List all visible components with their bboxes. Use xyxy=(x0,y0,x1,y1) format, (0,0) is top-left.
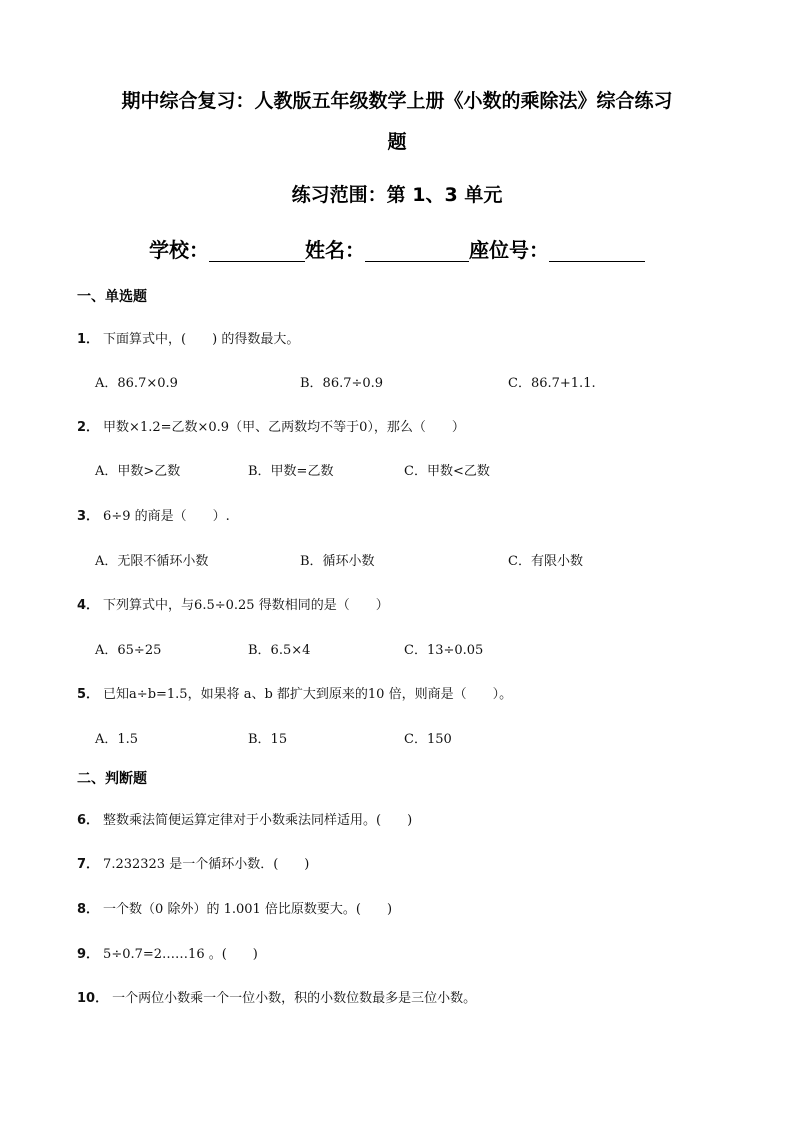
question-10 xyxy=(77,987,476,1006)
q3-option-a[interactable]: A．无限不循环小数 xyxy=(95,554,209,569)
section-title-true-false: 二、判断题 xyxy=(77,771,147,787)
school-label: 学校： xyxy=(149,238,209,262)
q2-option-b[interactable]: B．甲数=乙数 xyxy=(248,464,334,479)
school-blank[interactable] xyxy=(209,239,305,262)
question-6 xyxy=(77,809,412,828)
question-2 xyxy=(77,416,465,435)
question-4 xyxy=(77,594,389,613)
question-number: 1． xyxy=(77,332,100,347)
seat-blank[interactable] xyxy=(549,239,645,262)
page-title-continuation: 题 xyxy=(387,131,407,153)
question-number: 10． xyxy=(77,991,109,1006)
question-number: 3． xyxy=(77,509,100,524)
q1-option-b[interactable]: B．86.7÷0.9 xyxy=(300,376,384,391)
question-text: 一个数（0 除外）的 1.001 倍比原数要大。( ) xyxy=(103,902,393,917)
q2-option-a[interactable]: A．甲数>乙数 xyxy=(95,464,181,479)
q2-option-c[interactable]: C．甲数<乙数 xyxy=(404,464,490,479)
question-number: 5． xyxy=(77,687,100,702)
question-number: 4． xyxy=(77,598,100,613)
question-8 xyxy=(77,898,392,917)
question-text: 下列算式中，与6.5÷0.25 得数相同的是（ ） xyxy=(103,598,389,613)
question-text: 7.232323 是一个循环小数．( ) xyxy=(103,857,310,872)
q3-option-c[interactable]: C．有限小数 xyxy=(508,554,583,569)
question-text: 已知a÷b=1.5，如果将 a、b 都扩大到原来的10 倍，则商是（ ）。 xyxy=(103,687,513,702)
question-text: 一个两位小数乘一个一位小数，积的小数位数最多是三位小数。 xyxy=(112,991,477,1006)
q5-option-c[interactable]: C．150 xyxy=(404,732,452,747)
question-7 xyxy=(77,853,309,872)
q5-option-b[interactable]: B．15 xyxy=(248,732,288,747)
q1-option-a[interactable]: A．86.7×0.9 xyxy=(95,376,178,391)
question-text: 甲数×1.2=乙数×0.9（甲、乙两数均不等于0），那么（ ） xyxy=(103,420,465,435)
q4-option-c[interactable]: C．13÷0.05 xyxy=(404,643,484,658)
q1-option-c[interactable]: C．86.7+1.1. xyxy=(508,376,596,391)
q4-option-a[interactable]: A．65÷25 xyxy=(95,643,162,658)
question-number: 6． xyxy=(77,813,100,828)
student-info-line xyxy=(0,234,794,263)
question-text: 下面算式中，( ) 的得数最大。 xyxy=(103,332,300,347)
question-text: 6÷9 的商是（ ）. xyxy=(103,509,230,524)
question-9 xyxy=(77,943,258,962)
question-5 xyxy=(77,683,512,702)
question-number: 2． xyxy=(77,420,100,435)
q4-option-b[interactable]: B．6.5×4 xyxy=(248,643,311,658)
q5-option-a[interactable]: A．1.5 xyxy=(95,732,139,747)
page-title: 期中综合复习：人教版五年级数学上册《小数的乘除法》综合练习 xyxy=(121,90,673,112)
q3-option-b[interactable]: B．循环小数 xyxy=(300,554,375,569)
question-number: 7． xyxy=(77,857,100,872)
name-blank[interactable] xyxy=(365,239,469,262)
section-title-single-choice: 一、单选题 xyxy=(77,289,147,305)
practice-scope: 练习范围：第 1、3 单元 xyxy=(291,184,503,206)
question-text: 5÷0.7=2……16 。( ) xyxy=(103,947,258,962)
question-text: 整数乘法简便运算定律对于小数乘法同样适用。( ) xyxy=(103,813,413,828)
question-1 xyxy=(77,328,299,347)
question-number: 8． xyxy=(77,902,100,917)
question-number: 9． xyxy=(77,947,100,962)
seat-label: 座位号： xyxy=(469,238,549,262)
name-label: 姓名： xyxy=(305,238,365,262)
question-3 xyxy=(77,505,230,524)
